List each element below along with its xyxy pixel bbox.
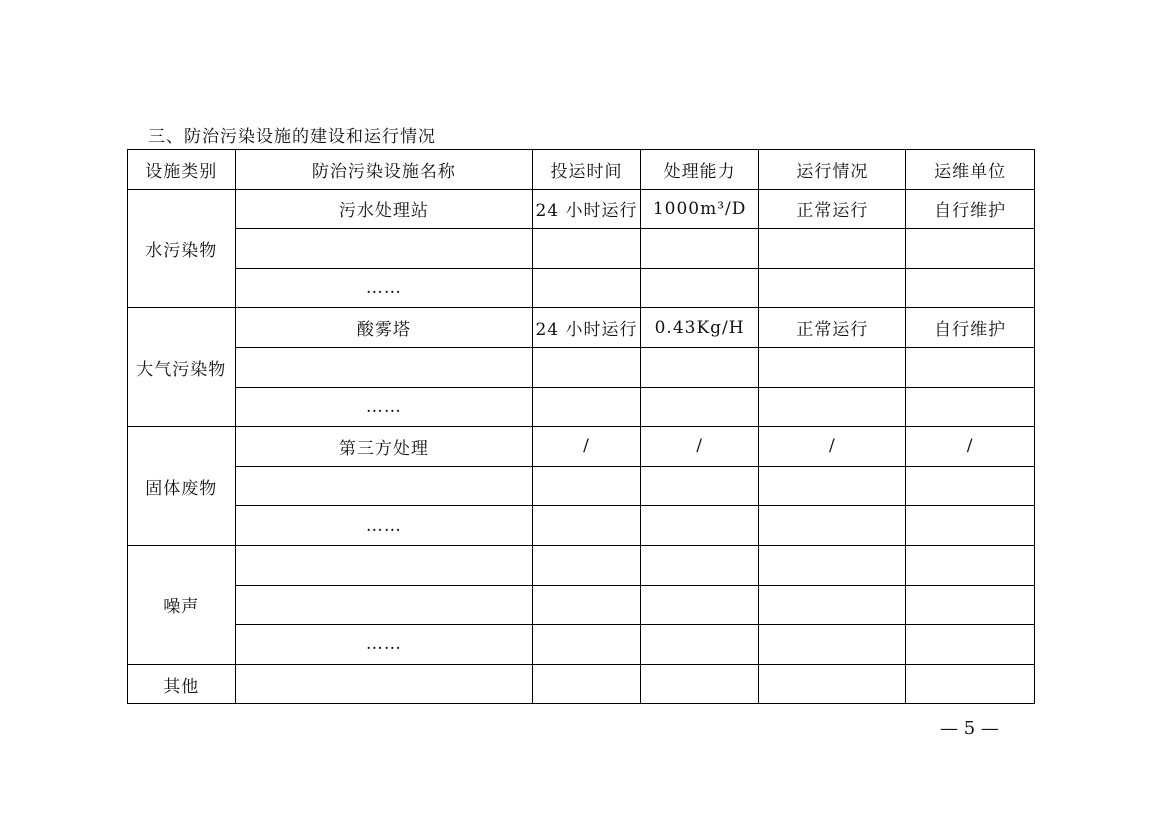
capacity-cell (640, 585, 759, 625)
facility-name-cell: …… (235, 387, 533, 427)
maintenance-unit-cell: / (906, 427, 1035, 467)
operation-status-cell: / (759, 427, 906, 467)
category-cell: 大气污染物 (128, 308, 236, 427)
facility-name-cell (235, 229, 533, 269)
header-capacity: 处理能力 (640, 150, 759, 190)
operation-status-cell (759, 506, 906, 546)
operation-status-cell (759, 585, 906, 625)
facility-name-cell: 酸雾塔 (235, 308, 533, 348)
table-row (128, 347, 1035, 387)
capacity-cell (640, 347, 759, 387)
commission-time-cell: 24 小时运行 (533, 189, 641, 229)
commission-time-cell (533, 268, 641, 308)
maintenance-unit-cell (906, 229, 1035, 269)
header-facility-name: 防治污染设施名称 (235, 150, 533, 190)
maintenance-unit-cell (906, 585, 1035, 625)
commission-time-cell (533, 664, 641, 704)
capacity-cell (640, 664, 759, 704)
facility-name-cell (235, 347, 533, 387)
capacity-cell: 0.43Kg/H (640, 308, 759, 348)
operation-status-cell: 正常运行 (759, 189, 906, 229)
header-maintenance-unit: 运维单位 (906, 150, 1035, 190)
table-row (128, 268, 1035, 308)
facility-name-cell (235, 664, 533, 704)
facility-name-cell: 污水处理站 (235, 189, 533, 229)
maintenance-unit-cell (906, 506, 1035, 546)
category-cell: 固体废物 (128, 427, 236, 546)
page-number: — 5 — (940, 718, 999, 739)
category-cell: 噪声 (128, 545, 236, 664)
maintenance-unit-cell (906, 268, 1035, 308)
capacity-cell (640, 545, 759, 585)
category-cell: 水污染物 (128, 189, 236, 308)
commission-time-cell (533, 466, 641, 506)
commission-time-cell (533, 545, 641, 585)
commission-time-cell: / (533, 427, 641, 467)
operation-status-cell (759, 466, 906, 506)
facility-name-cell: 第三方处理 (235, 427, 533, 467)
operation-status-cell: 正常运行 (759, 308, 906, 348)
capacity-cell (640, 625, 759, 665)
commission-time-cell: 24 小时运行 (533, 308, 641, 348)
table-row (128, 625, 1035, 665)
maintenance-unit-cell: 自行维护 (906, 308, 1035, 348)
operation-status-cell (759, 347, 906, 387)
facility-name-cell (235, 585, 533, 625)
header-facility-category: 设施类别 (128, 150, 236, 190)
maintenance-unit-cell (906, 545, 1035, 585)
table-row (128, 387, 1035, 427)
header-commission-time: 投运时间 (533, 150, 641, 190)
facility-name-cell (235, 545, 533, 585)
commission-time-cell (533, 387, 641, 427)
capacity-cell: / (640, 427, 759, 467)
commission-time-cell (533, 229, 641, 269)
facility-name-cell: …… (235, 268, 533, 308)
capacity-cell (640, 466, 759, 506)
header-operation-status: 运行情况 (759, 150, 906, 190)
pollution-facility-table (127, 149, 1035, 704)
commission-time-cell (533, 506, 641, 546)
table-row (128, 664, 1035, 704)
category-cell: 其他 (128, 664, 236, 704)
capacity-cell (640, 387, 759, 427)
table-row (128, 229, 1035, 269)
table-row (128, 466, 1035, 506)
capacity-cell (640, 268, 759, 308)
operation-status-cell (759, 545, 906, 585)
maintenance-unit-cell (906, 625, 1035, 665)
operation-status-cell (759, 268, 906, 308)
facility-name-cell (235, 466, 533, 506)
table-row (128, 545, 1035, 585)
table-row (128, 189, 1035, 229)
capacity-cell (640, 229, 759, 269)
operation-status-cell (759, 664, 906, 704)
section-title: 三、防治污染设施的建设和运行情况 (148, 127, 436, 147)
maintenance-unit-cell: 自行维护 (906, 189, 1035, 229)
table-row (128, 308, 1035, 348)
commission-time-cell (533, 585, 641, 625)
capacity-cell: 1000m³/D (640, 189, 759, 229)
table-row (128, 506, 1035, 546)
operation-status-cell (759, 625, 906, 665)
table-row (128, 585, 1035, 625)
facility-name-cell: …… (235, 506, 533, 546)
commission-time-cell (533, 625, 641, 665)
maintenance-unit-cell (906, 387, 1035, 427)
table-row (128, 427, 1035, 467)
commission-time-cell (533, 347, 641, 387)
facility-name-cell: …… (235, 625, 533, 665)
operation-status-cell (759, 229, 906, 269)
capacity-cell (640, 506, 759, 546)
maintenance-unit-cell (906, 466, 1035, 506)
table-header-row (128, 150, 1035, 190)
maintenance-unit-cell (906, 347, 1035, 387)
maintenance-unit-cell (906, 664, 1035, 704)
operation-status-cell (759, 387, 906, 427)
